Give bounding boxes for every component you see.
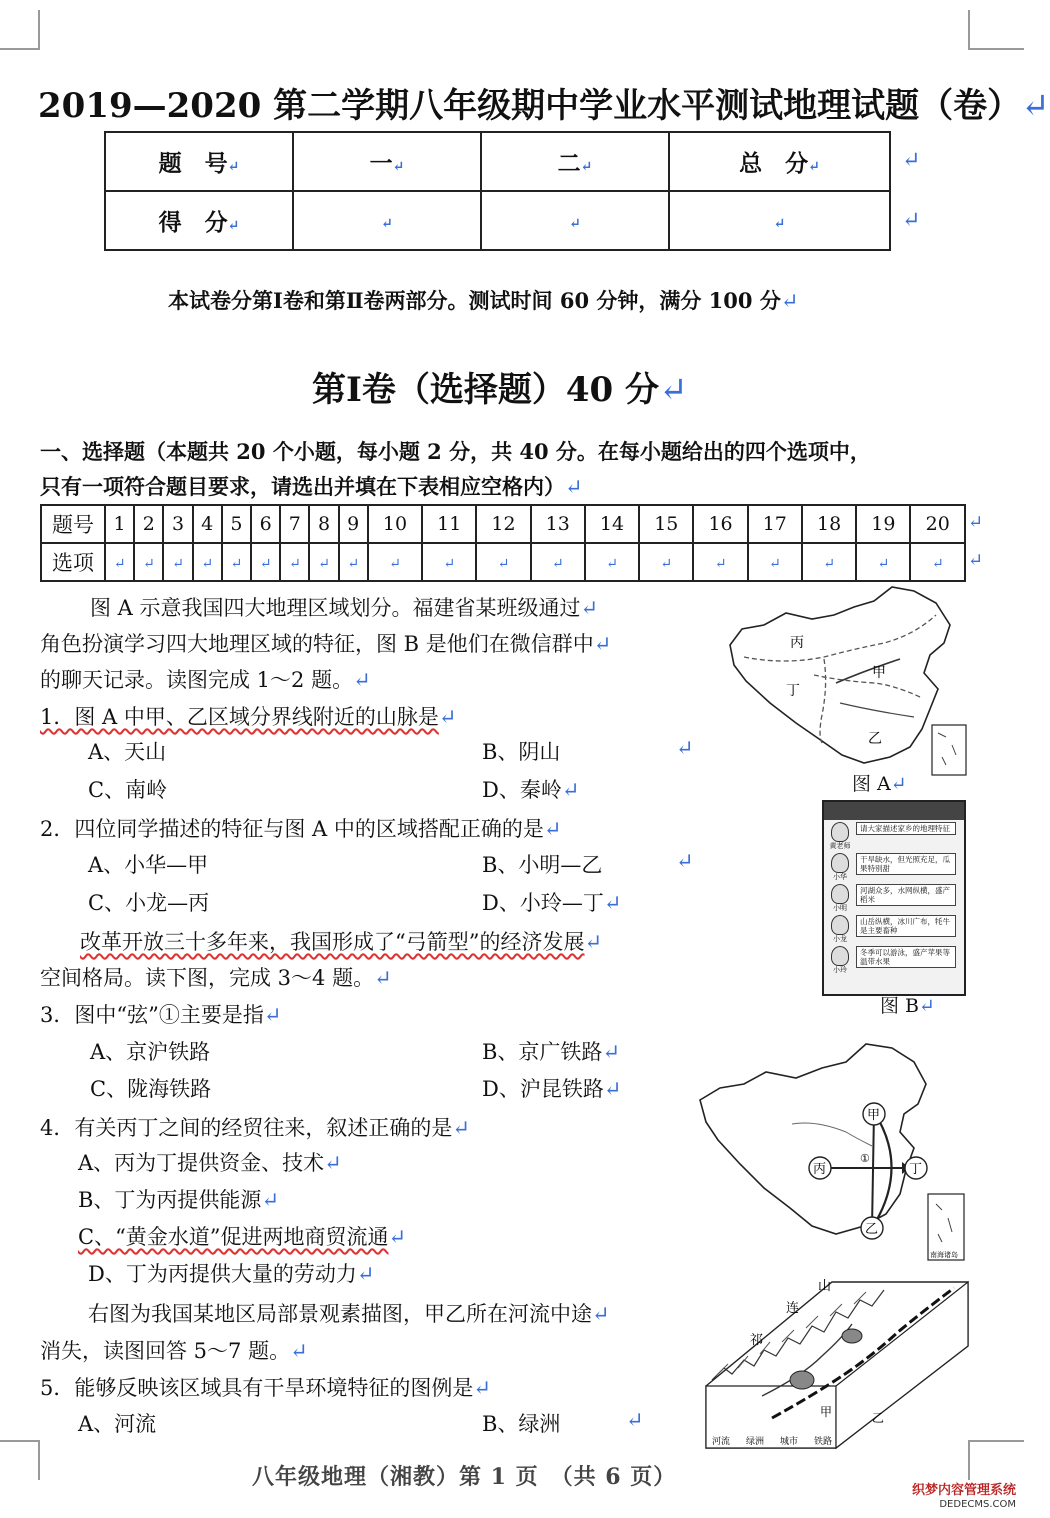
table-row — [41, 505, 965, 543]
chat-message — [827, 915, 961, 943]
passage-line: 角色扮演学习四大地理区域的特征，图 B 是他们在微信群中↵ — [40, 632, 612, 656]
option-d[interactable]: D、丁为丙提供大量的劳动力↵ — [88, 1262, 375, 1286]
landscape-label: 乙 — [872, 1411, 885, 1425]
option-a[interactable]: A、京沪铁路 — [90, 1040, 211, 1064]
passage-line: 改革开放三十多年来，我国形成了“弓箭型”的经济发展↵ — [80, 930, 603, 954]
option-b[interactable]: B、京广铁路↵ — [482, 1040, 621, 1064]
answer-cell[interactable]: ↵ — [693, 543, 747, 581]
question-number-cell: 14 — [585, 505, 639, 543]
question-number-cell: 13 — [531, 505, 585, 543]
landscape-label: 山 — [818, 1279, 832, 1294]
answer-cell[interactable]: ↵ — [280, 543, 309, 581]
map-label: ① — [860, 1152, 870, 1165]
passage-line: 消失，读图回答 5～7 题。↵ — [40, 1339, 308, 1363]
chat-body — [824, 820, 964, 979]
map-label: 乙 — [865, 1222, 879, 1237]
landscape-label: 祁 — [750, 1333, 764, 1348]
question-number-cell: 8 — [309, 505, 338, 543]
chat-bubble: 河湖众多，水网纵横，盛产稻米 — [856, 884, 956, 906]
chat-message — [827, 853, 961, 881]
option-c[interactable]: C、“黄金水道”促进两地商贸流通↵ — [78, 1225, 407, 1249]
return-mark: ↵ — [676, 736, 694, 760]
question-number-cell: 3 — [163, 505, 192, 543]
watermark — [912, 1484, 1016, 1512]
legend-item: 城市 — [780, 1437, 799, 1447]
question-number-cell: 15 — [639, 505, 693, 543]
option-b[interactable]: B、阴山 — [482, 740, 561, 764]
answer-cell[interactable]: ↵ — [802, 543, 856, 581]
table-row — [105, 132, 890, 191]
figure-b-chat — [822, 800, 966, 996]
option-c[interactable]: C、小龙—丙 — [88, 891, 210, 915]
table-row — [41, 543, 965, 581]
question-stem: 1．图 A 中甲、乙区域分界线附近的山脉是↵ — [40, 705, 457, 729]
question-number-cell: 10 — [368, 505, 422, 543]
answer-cell[interactable]: ↵ — [476, 543, 530, 581]
question-number-cell: 20 — [910, 505, 965, 543]
chat-header — [824, 802, 964, 820]
question-stem: 3．图中“弦”①主要是指↵ — [40, 1003, 282, 1027]
score-cell[interactable]: ↵ — [669, 191, 890, 250]
score-cell[interactable]: ↵ — [293, 191, 481, 250]
answer-cell[interactable]: ↵ — [639, 543, 693, 581]
option-a[interactable]: A、河流 — [78, 1412, 157, 1436]
question-number-cell: 5 — [222, 505, 251, 543]
question-stem: 2．四位同学描述的特征与图 A 中的区域搭配正确的是↵ — [40, 817, 562, 841]
map-label: 甲 — [867, 1108, 881, 1123]
figure-d-landscape — [702, 1276, 972, 1462]
crop-mark-tr — [968, 48, 1024, 50]
figure-c-map — [696, 1028, 970, 1268]
score-table — [104, 131, 891, 251]
avatar — [827, 884, 853, 912]
return-mark: ↵ — [968, 512, 984, 533]
answer-table — [40, 504, 966, 582]
question-stem: 4．有关丙丁之间的经贸往来，叙述正确的是↵ — [40, 1116, 470, 1140]
question-number-cell: 1 — [105, 505, 134, 543]
crop-mark-tl — [38, 10, 40, 50]
chat-bubble: 请大家描述家乡的地理特征 — [856, 822, 956, 835]
question-number-cell: 4 — [193, 505, 222, 543]
crop-mark-bl — [38, 1440, 40, 1480]
question-number-cell: 6 — [251, 505, 280, 543]
avatar-face-icon — [831, 853, 849, 873]
return-mark: ↵ — [968, 550, 984, 571]
chat-bubble: 干旱缺水，但光照充足，瓜果特别甜 — [856, 853, 956, 875]
chat-message — [827, 822, 961, 850]
map-label: 丙 — [813, 1162, 827, 1177]
region-label: 乙 — [868, 731, 882, 747]
avatar — [827, 853, 853, 881]
option-c[interactable]: C、陇海铁路 — [90, 1077, 212, 1101]
question-number-cell: 12 — [476, 505, 530, 543]
return-mark: ↵ — [902, 148, 921, 173]
answer-cell[interactable]: ↵ — [193, 543, 222, 581]
avatar-face-icon — [831, 884, 849, 904]
figure-a-map — [724, 585, 974, 780]
legend-item: 铁路 — [814, 1437, 833, 1447]
region-label: 甲 — [872, 665, 886, 681]
legend-item: 河流 — [712, 1437, 731, 1447]
answer-cell[interactable]: ↵ — [422, 543, 476, 581]
option-d[interactable]: D、沪昆铁路↵ — [482, 1077, 622, 1101]
region-label: 丁 — [786, 683, 800, 699]
answer-cell[interactable]: ↵ — [368, 543, 422, 581]
answer-cell[interactable]: ↵ — [222, 543, 251, 581]
region-label: 丙 — [790, 635, 804, 651]
passage-line: 图 A 示意我国四大地理区域划分。福建省某班级通过↵ — [90, 596, 599, 620]
crop-mark-br — [968, 1440, 1024, 1442]
avatar-name: 小明 — [833, 904, 847, 912]
option-d[interactable]: D、小玲—丁↵ — [482, 891, 622, 915]
instructions-line: 只有一项符合题目要求，请选出并填在下表相应空格内）↵ — [40, 474, 583, 499]
avatar-name: 小玲 — [833, 966, 847, 974]
answer-cell[interactable]: ↵ — [134, 543, 163, 581]
answer-cell[interactable]: ↵ — [531, 543, 585, 581]
return-mark: ↵ — [626, 1408, 644, 1432]
watermark-line: DEDECMS.COM — [939, 1499, 1016, 1510]
question-number-cell: 16 — [693, 505, 747, 543]
option-d[interactable]: D、秦岭↵ — [482, 778, 580, 802]
crop-mark-tr — [968, 10, 970, 50]
return-mark: ↵ — [676, 849, 694, 873]
landscape-label: 甲 — [820, 1405, 833, 1419]
answer-cell[interactable]: ↵ — [163, 543, 192, 581]
crop-mark-tl — [0, 48, 40, 50]
section-title: 第Ⅰ卷（选择题）40 分↵ — [312, 370, 688, 410]
avatar-face-icon — [831, 822, 849, 842]
avatar-name: 小龙 — [833, 935, 847, 943]
question-number-cell: 18 — [802, 505, 856, 543]
question-stem: 5．能够反映该区域具有干旱环境特征的图例是↵ — [40, 1376, 491, 1400]
answer-cell[interactable]: ↵ — [585, 543, 639, 581]
score-cell[interactable]: ↵ — [481, 191, 669, 250]
intro-text: 本试卷分第Ⅰ卷和第Ⅱ卷两部分。测试时间 60 分钟，满分 100 分↵ — [168, 288, 799, 313]
page-title: 2019—2020 第二学期八年级期中学业水平测试地理试题（卷）↵ — [38, 86, 1050, 126]
avatar — [827, 822, 853, 850]
landscape-label: 连 — [786, 1301, 800, 1316]
option-a[interactable]: A、小华—甲 — [88, 853, 209, 877]
table-cell: 题 号↵ — [105, 132, 293, 191]
avatar-face-icon — [831, 915, 849, 935]
question-number-cell: 11 — [422, 505, 476, 543]
avatar-name: 黄老师 — [829, 842, 851, 850]
table-row — [105, 191, 890, 250]
answer-cell[interactable]: ↵ — [748, 543, 802, 581]
chat-bubble: 冬季可以游泳，盛产苹果等温带水果 — [856, 946, 956, 968]
option-b[interactable]: B、小明—乙 — [482, 853, 603, 877]
page-footer: 八年级地理（湘教）第 1 页 （共 6 页） — [252, 1464, 677, 1490]
table-cell: 一↵ — [293, 132, 481, 191]
answer-cell[interactable]: ↵ — [339, 543, 368, 581]
option-c[interactable]: C、南岭 — [88, 778, 168, 802]
avatar — [827, 915, 853, 943]
avatar — [827, 946, 853, 974]
option-b[interactable]: B、丁为丙提供能源↵ — [78, 1188, 280, 1212]
answer-cell[interactable]: ↵ — [309, 543, 338, 581]
figure-a-caption: 图 A↵ — [852, 773, 907, 795]
answer-cell[interactable]: ↵ — [856, 543, 910, 581]
chat-message — [827, 946, 961, 974]
option-b[interactable]: B、绿洲 — [482, 1412, 561, 1436]
question-number-cell: 9 — [339, 505, 368, 543]
inset-label: 南海诸岛 — [930, 1251, 958, 1259]
passage-line: 右图为我国某地区局部景观素描图，甲乙所在河流中途↵ — [88, 1302, 610, 1326]
question-number-cell: 2 — [134, 505, 163, 543]
question-number-cell: 19 — [856, 505, 910, 543]
question-number-cell: 17 — [748, 505, 802, 543]
table-cell: 总 分↵ — [669, 132, 890, 191]
avatar-name: 小华 — [833, 873, 847, 881]
watermark-line: 织梦内容管理系统 — [911, 1483, 1016, 1498]
instructions-line: 一、选择题（本题共 20 个小题，每小题 2 分，共 40 分。在每小题给出的四个选项中， — [40, 439, 871, 464]
crop-mark-bl — [0, 1440, 40, 1442]
question-number-cell: 7 — [280, 505, 309, 543]
legend-item: 绿洲 — [746, 1437, 765, 1447]
option-a[interactable]: A、丙为丁提供资金、技术↵ — [78, 1151, 342, 1175]
passage-line: 空间格局。读下图，完成 3～4 题。↵ — [40, 966, 392, 990]
chat-message — [827, 884, 961, 912]
table-cell: 得 分↵ — [105, 191, 293, 250]
answer-row-header: 选项 — [41, 543, 105, 581]
chat-bubble: 山岳纵横，冰川广布，牦牛是主要畜种 — [856, 915, 956, 937]
answer-cell[interactable]: ↵ — [910, 543, 965, 581]
option-a[interactable]: A、天山 — [88, 740, 167, 764]
figure-b-caption: 图 B↵ — [880, 995, 935, 1017]
answer-cell[interactable]: ↵ — [251, 543, 280, 581]
return-mark: ↵ — [902, 208, 921, 233]
answer-row-header: 题号 — [41, 505, 105, 543]
map-label: 丁 — [909, 1162, 923, 1177]
answer-cell[interactable]: ↵ — [105, 543, 134, 581]
avatar-face-icon — [831, 946, 849, 966]
passage-line: 的聊天记录。读图完成 1～2 题。↵ — [40, 668, 371, 692]
table-cell: 二↵ — [481, 132, 669, 191]
